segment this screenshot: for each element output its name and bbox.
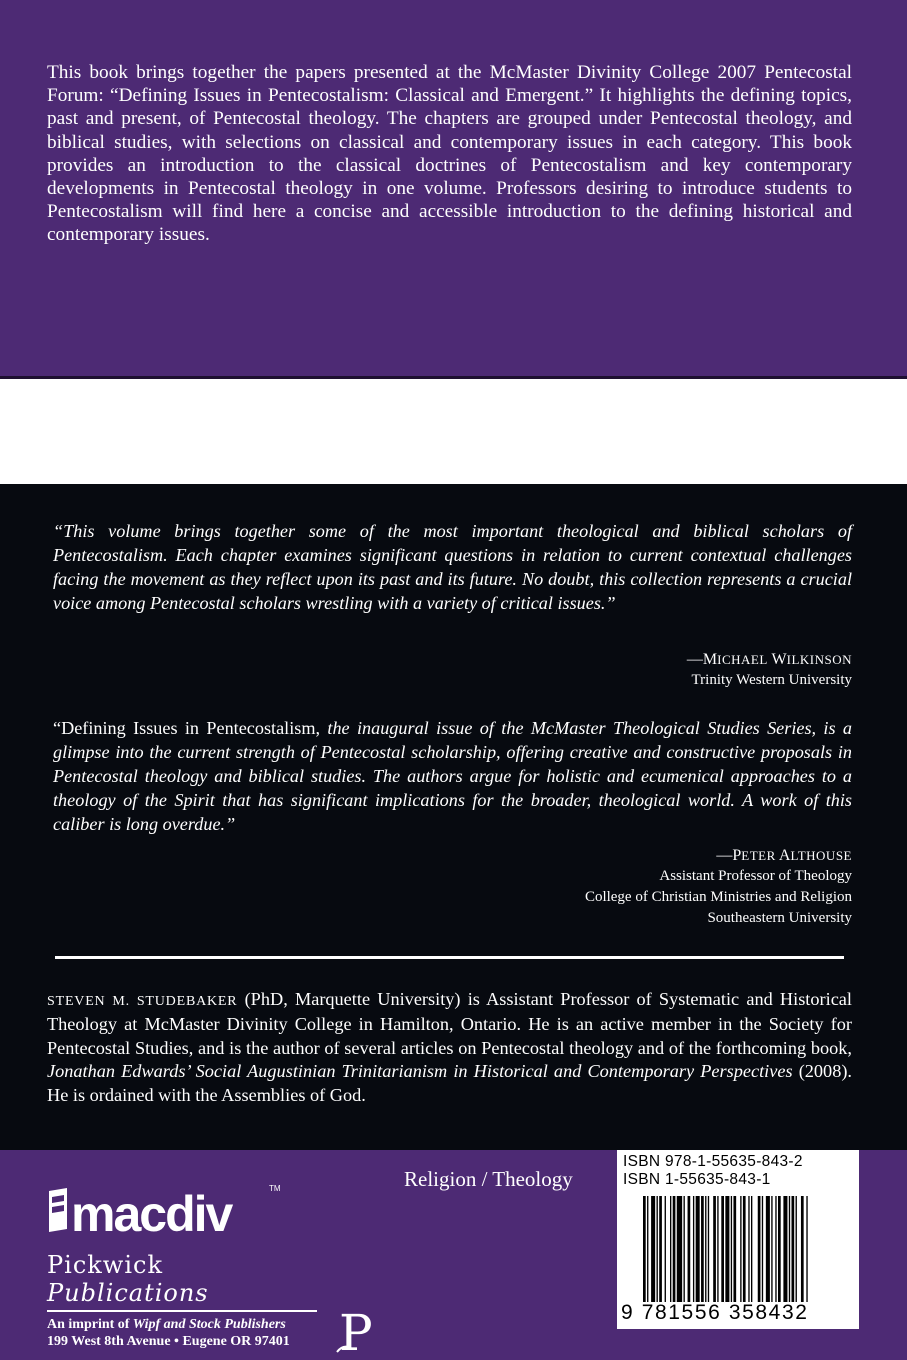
barcode-bar xyxy=(766,1196,770,1302)
barcode-bar xyxy=(677,1196,682,1302)
barcode-bar xyxy=(651,1196,655,1302)
imprint-line: An imprint of Wipf and Stock Publishers xyxy=(47,1317,286,1332)
author-bio: STEVEN M. STUDEBAKER (PhD, Marquette University) is Assistant Professor of Systematic and Historical Theology at McMaster Divinity College in Hamilton, Ontario. He is an active member in the Society for Pentecostal Studies, and is the author of several articles on Pentecostal theology and of the forthcoming book, Jonathan Edwards’ Social Augustinian Trinitarianism in Historical and Contemporary Perspectives (2008). He is ordained with the Assemblies of God. xyxy=(47,989,853,1105)
barcode-bar xyxy=(762,1196,763,1302)
publisher-rule xyxy=(47,1310,317,1312)
barcode-bar xyxy=(721,1196,724,1302)
publisher-name: Pickwick Publications xyxy=(47,1251,209,1307)
barcode-bar xyxy=(748,1196,749,1302)
barcode-bar xyxy=(684,1196,685,1302)
barcode-bar xyxy=(725,1196,729,1302)
barcode-bar xyxy=(717,1196,718,1302)
barcode-bar xyxy=(771,1196,772,1302)
svg-text:P: P xyxy=(339,1304,373,1360)
barcode-bar xyxy=(733,1196,736,1302)
endorsement-quote-1: “This volume brings together some of the most important theological and biblical scholars of Pentecostalism. Each chapter examines significant questions in relation to current contextual challenges facing the movement as they reflect upon its past and its future. No doubt, this collection represents a crucial voice among Pentecostal scholars wrestling with a variety of critical issues.” xyxy=(53,521,852,613)
barcode-bar xyxy=(792,1196,795,1302)
publisher-address: 199 West 8th Avenue • Eugene OR 97401 xyxy=(47,1334,290,1349)
barcode-bar xyxy=(713,1196,716,1302)
endorser-name-2: —PETER ALTHOUSE xyxy=(716,847,852,864)
barcode-bar xyxy=(708,1196,709,1302)
macdiv-logo xyxy=(47,1175,287,1245)
endorsement-attribution-1 xyxy=(252,649,852,691)
endorser-affiliation: Assistant Professor of Theology xyxy=(659,868,852,884)
description-panel xyxy=(0,0,907,379)
barcode-bar xyxy=(806,1196,807,1302)
endorser-name-1: —MICHAEL WILKINSON xyxy=(686,651,852,668)
barcode-bar xyxy=(775,1196,776,1302)
barcode-bar xyxy=(693,1196,694,1302)
barcode-bar xyxy=(731,1196,732,1302)
endorser-affiliation: Southeastern University xyxy=(707,910,852,926)
pickwick-p-icon xyxy=(335,1302,379,1360)
isbn-10: ISBN 1-55635-843-1 xyxy=(623,1171,771,1188)
barcode-bar xyxy=(751,1196,752,1302)
isbn-13: ISBN 978-1-55635-843-2 xyxy=(623,1153,803,1170)
endorser-affiliation: Trinity Western University xyxy=(691,672,852,688)
barcode-bar xyxy=(647,1196,648,1302)
svg-text:macdiv: macdiv xyxy=(71,1186,232,1242)
barcode-bar xyxy=(665,1196,666,1302)
barcode-digits: 9 781556 358432 xyxy=(621,1301,809,1324)
author-name: STEVEN M. STUDEBAKER xyxy=(47,994,238,1009)
barcode-bar xyxy=(705,1196,706,1302)
barcode-bar xyxy=(701,1196,704,1302)
barcode-bar xyxy=(758,1196,761,1302)
endorsement-quote-2: “Defining Issues in Pentecostalism, the inaugural issue of the McMaster Theological Studies Series, is a glimpse into the current strength of Pentecostal scholarship, offering creative and constructive proposals in Pentecostal theology and biblical studies. The authors argue for holistic and ecumenical approaches to a theology of the Spirit that has significant implications for the broader, theological world. A work of this caliber is long overdue.” xyxy=(53,718,853,834)
barcode-bar xyxy=(789,1196,790,1302)
barcode xyxy=(643,1196,849,1302)
pickwick-imprint xyxy=(47,1251,327,1350)
forthcoming-book-title: Jonathan Edwards’ Social Augustinian Trinitarianism in Historical and Contemporary Perspectives xyxy=(47,1061,793,1082)
divider xyxy=(55,956,844,959)
barcode-bar xyxy=(659,1196,662,1302)
barcode-bar xyxy=(778,1196,781,1302)
endorser-affiliation: College of Christian Ministries and Religion xyxy=(584,889,852,905)
white-band xyxy=(0,379,907,484)
barcode-bar xyxy=(696,1196,700,1302)
book-description: This book brings together the papers presented at the McMaster Divinity College 2007 Pentecostal Forum: “Defining Issues in Pentecostalism: Classical and Emergent.” It highlights the defining topics, past and present, of Pentecostal theology. The chapters are grouped under Pentecostal theology, and biblical studies, with selections on classical and contemporary issues in each category. This book provides an introduction to the classical doctrines of Pentecostalism and key contemporary developments in Pentecostal theology in one volume. Professors desiring to introduce students to Pentecostalism will find here a concise and accessible introduction to the defining historical and contemporary issues. xyxy=(47,62,852,246)
barcode-bar xyxy=(796,1196,797,1302)
endorsement-attribution-2 xyxy=(252,845,852,929)
publisher-footer xyxy=(0,1150,907,1360)
barcode-bar xyxy=(783,1196,787,1302)
book-category: Religion / Theology xyxy=(404,1167,573,1191)
barcode-bar xyxy=(801,1196,804,1302)
barcode-bar xyxy=(657,1196,658,1302)
svg-text:TM: TM xyxy=(269,1184,281,1193)
endorsements-panel xyxy=(0,484,907,1150)
barcode-bar xyxy=(688,1196,691,1302)
isbn-barcode-box xyxy=(617,1150,859,1329)
barcode-bar xyxy=(670,1196,671,1302)
barcode-bar xyxy=(643,1196,646,1302)
barcode-bar xyxy=(743,1196,746,1302)
barcode-bar xyxy=(740,1196,741,1302)
barcode-bar xyxy=(673,1196,676,1302)
